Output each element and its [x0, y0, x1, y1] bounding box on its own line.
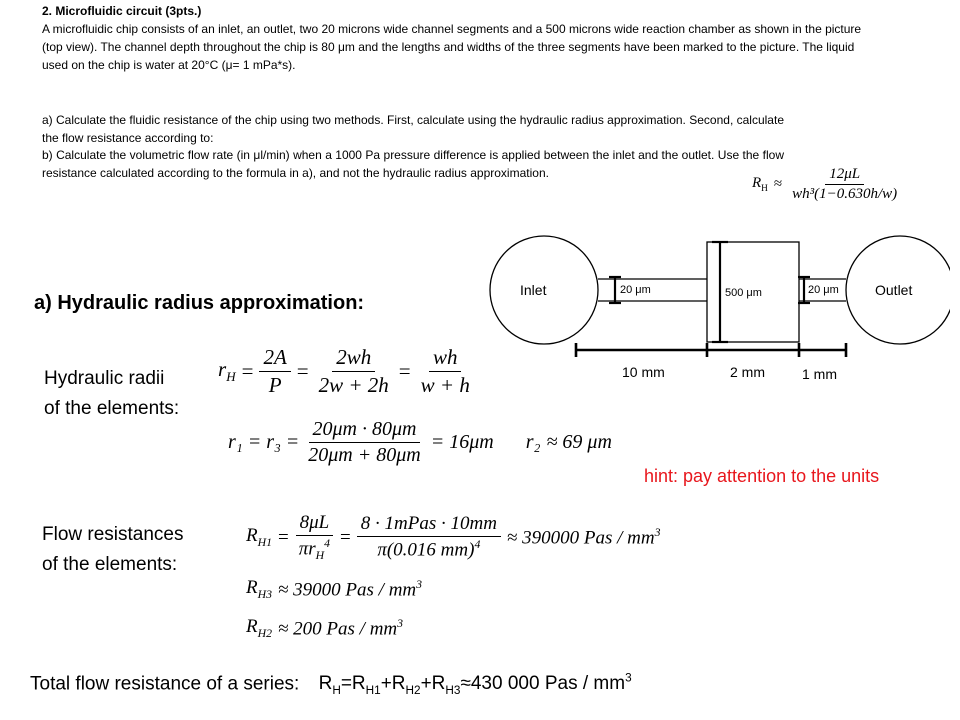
question-a: a) Calculate the fluidic resistance of the chip using two methods. First, calculate using the hydraulic radius approximation. Second, calculate the flow resistance according to: [42, 113, 784, 145]
hydraulic-radius-equation: $r_H$ = $\frac{2A}{P}$ = $\frac{2wh}{2w + 2h}$ = $\frac{wh}{w + h}$ [218, 345, 480, 398]
outlet-label: Outlet [875, 282, 913, 298]
formula-fraction [788, 166, 901, 203]
chamber-width-label: 500 μm [725, 287, 762, 299]
channel1-width-label: 20 μm [620, 284, 651, 296]
rh-fraction-2: $\frac{2wh}{2w + 2h}$ [318, 345, 389, 397]
rh-symbol: r [218, 357, 227, 382]
rh-fraction-3: $\frac{wh}{w + h}$ [420, 345, 470, 397]
r1-r3-symbol: r₁ = r₃ [228, 431, 281, 453]
rh1-result: ≈ 390000 Pas / mm [506, 527, 655, 549]
rh-subscript: H [226, 369, 236, 385]
rh-fraction-1: $\frac{2A}{P}$ [259, 345, 290, 398]
flow-resistances-label-line1: Flow resistances [42, 524, 184, 545]
questions-block [42, 112, 784, 182]
hydraulic-radii-label-line1: Hydraulic radii [44, 368, 165, 389]
rh1-equation: $R_{H1}$ = $\frac{8\mu L}{\pi r_H^4}$ = $\frac{\text{8 · 1mPas · 10mm}}{\pi(0.016 mm)^4}$ ≈ 390000 Pas / $mm^3$ [246, 512, 661, 563]
rh1-fraction-2: $\frac{\text{8 · 1mPas · 10mm}}{\pi(0.016 mm)^4}$ [357, 513, 501, 561]
hydraulic-radii-label-line2: of the elements: [44, 398, 180, 419]
question-b: b) Calculate the volumetric flow rate (in μl/min) when a 1000 Pa pressure difference is applied between the inlet and the outlet. Use the flow resistance calculated according to the formula in a), and not the hydraulic radius approximation. [42, 148, 784, 180]
length2-label: 2 mm [730, 364, 765, 380]
r1-fraction: $\frac{20\mu m \cdot 80\mu m}{20\mu m + 80\mu m}$ [308, 418, 421, 466]
hydraulic-radii-label [44, 364, 179, 424]
flow-resistances-label [42, 520, 184, 580]
total-equation: $R_H=R_{H1}+R_{H2}+R_{H3}\approx 430$ 000 Pas / $mm^3$ [318, 672, 632, 698]
total-value: ≈430 000 Pas / mm [460, 673, 626, 695]
formula-rh-subscript: H [761, 184, 768, 194]
total-resistance-line [30, 672, 632, 697]
flow-resistances-label-line2: of the elements: [42, 554, 178, 575]
microfluidic-chip-diagram [480, 232, 950, 392]
problem-description: A microfluidic chip consists of an inlet, an outlet, two 20 microns wide channel segments and a 500 microns wide reaction chamber as shown in the picture (top view). The channel depth throughout the chip is 80 μm and the lengths and widths of the three segments have been marked to the picture. The liquid used on the chip is water at 20°C (μ= 1 mPa*s). [42, 22, 862, 72]
channel3-width-label: 20 μm [808, 284, 839, 296]
r2-symbol: r₂ [525, 431, 541, 453]
hint-text: hint: pay attention to the units [644, 466, 880, 486]
problem-title: 2. Microfluidic circuit (3pts.) [42, 4, 202, 18]
formula-numerator: 12μL [825, 166, 864, 185]
total-label: Total flow resistance of a series: [30, 673, 300, 695]
rh2-value: ≈ 200 Pas / mm [278, 618, 398, 640]
inlet-label: Inlet [520, 282, 547, 298]
rh1-fraction-1: $\frac{8\mu L}{\pi r_H^4}$ [295, 512, 334, 563]
r2-value: ≈ 69 μm [546, 431, 612, 453]
length3-label: 1 mm [802, 366, 837, 382]
length-dimension-line [576, 343, 846, 357]
formula-approx-sign: ≈ [773, 176, 783, 192]
rh3-value: ≈ 39000 Pas / mm [278, 579, 417, 601]
formula-denominator: wh³(1−0.630h/w) [792, 186, 898, 202]
r1-result: = 16μm [430, 431, 494, 453]
section-title: a) Hydraulic radius approximation: [34, 292, 365, 314]
r1-r3-equation: r₁ = r₃ = $\frac{20\mu m \cdot 80\mu m}{20\mu m + 80\mu m}$ = 16μm r₂ ≈ 69 μm [228, 418, 612, 466]
formula-rh-symbol: R [752, 175, 762, 191]
length1-label: 10 mm [622, 364, 665, 380]
rh2-equation: $R_{H2}$ ≈ 200 Pas / $mm^3$ [246, 616, 404, 640]
flow-resistance-formula [752, 166, 907, 203]
rh3-equation: $R_{H3}$ ≈ 39000 Pas / $mm^3$ [246, 577, 423, 601]
